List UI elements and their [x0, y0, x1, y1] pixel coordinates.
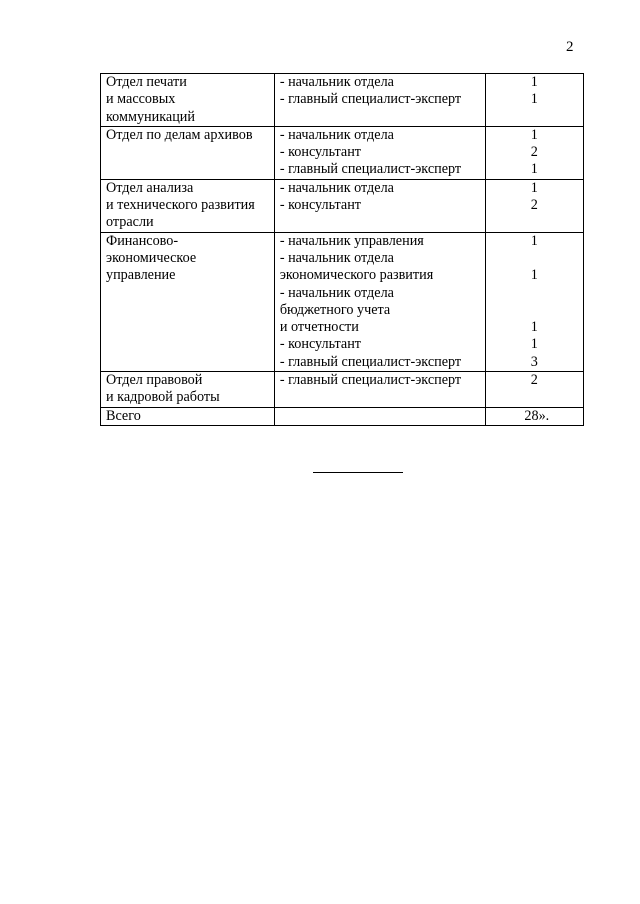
total-label: Всего	[101, 407, 275, 425]
table-row	[101, 179, 584, 232]
department-name-line: отрасли	[106, 214, 154, 231]
department-cell	[101, 126, 275, 179]
position-line: - главный специалист-эксперт	[279, 161, 462, 178]
positions-cell	[274, 179, 485, 232]
position-line: экономического развития	[279, 267, 434, 284]
count-cell	[485, 372, 583, 408]
position-count: 1	[530, 267, 538, 284]
page-number: 2	[566, 39, 574, 55]
footer-divider	[313, 472, 403, 473]
total-row	[101, 407, 584, 425]
position-line: - начальник отдела	[279, 179, 394, 196]
position-count: 3	[530, 353, 538, 370]
department-name-line: управление	[106, 267, 176, 284]
position-line: - консультант	[279, 336, 361, 353]
position-count: 1	[530, 91, 538, 108]
department-name-line: Отдел правовой	[106, 372, 203, 389]
table-row	[101, 232, 584, 371]
position-count	[486, 250, 583, 267]
count-cell	[485, 126, 583, 179]
position-line: - главный специалист-эксперт	[279, 91, 462, 108]
department-name-line: и кадровой работы	[106, 389, 220, 406]
position-count: 1	[530, 179, 538, 196]
count-cell	[485, 74, 583, 127]
position-line: - консультант	[279, 197, 361, 214]
department-cell	[101, 372, 275, 408]
position-line: бюджетного учета	[279, 301, 391, 318]
department-name-line: экономическое	[106, 249, 197, 266]
position-count: 2	[530, 197, 538, 214]
positions-cell	[274, 232, 485, 371]
positions-cell	[274, 372, 485, 408]
position-count: 1	[530, 319, 538, 336]
position-line: - начальник отдела	[279, 284, 394, 301]
position-count: 1	[530, 126, 538, 143]
department-name-line: Отдел печати	[106, 74, 187, 90]
department-name-line: и технического развития	[106, 197, 255, 214]
table-row	[101, 74, 584, 127]
count-cell	[485, 232, 583, 371]
position-line: - консультант	[279, 144, 361, 161]
position-count: 1	[530, 74, 538, 90]
position-count: 1	[530, 336, 538, 353]
position-line: - начальник управления	[279, 232, 424, 249]
table-row	[101, 126, 584, 179]
department-name-line: Отдел анализа	[106, 179, 194, 196]
department-cell	[101, 179, 275, 232]
position-count: 2	[530, 372, 538, 389]
department-cell	[101, 232, 275, 371]
position-line: - начальник отдела	[279, 249, 394, 266]
position-count: 1	[530, 232, 538, 249]
staffing-table	[100, 73, 584, 426]
staffing-table-body	[101, 74, 584, 408]
total-empty-cell	[274, 407, 485, 425]
position-line: и отчетности	[279, 319, 359, 336]
position-line: - начальник отдела	[279, 74, 394, 90]
department-name-line: Финансово-	[106, 232, 179, 249]
department-name-line: и массовых	[106, 91, 176, 108]
position-count	[486, 302, 583, 319]
total-value: 28».	[485, 407, 583, 425]
position-line: - начальник отдела	[279, 126, 394, 143]
department-name-line: Отдел по делам архивов	[106, 126, 253, 143]
department-cell	[101, 74, 275, 127]
position-count: 2	[530, 144, 538, 161]
position-count: 1	[530, 161, 538, 178]
positions-cell	[274, 74, 485, 127]
position-count	[486, 285, 583, 302]
count-cell	[485, 179, 583, 232]
department-name-line: коммуникаций	[106, 108, 195, 125]
positions-cell	[274, 126, 485, 179]
position-line: - главный специалист-эксперт	[279, 372, 462, 389]
table-row	[101, 372, 584, 408]
position-line: - главный специалист-эксперт	[279, 353, 462, 370]
